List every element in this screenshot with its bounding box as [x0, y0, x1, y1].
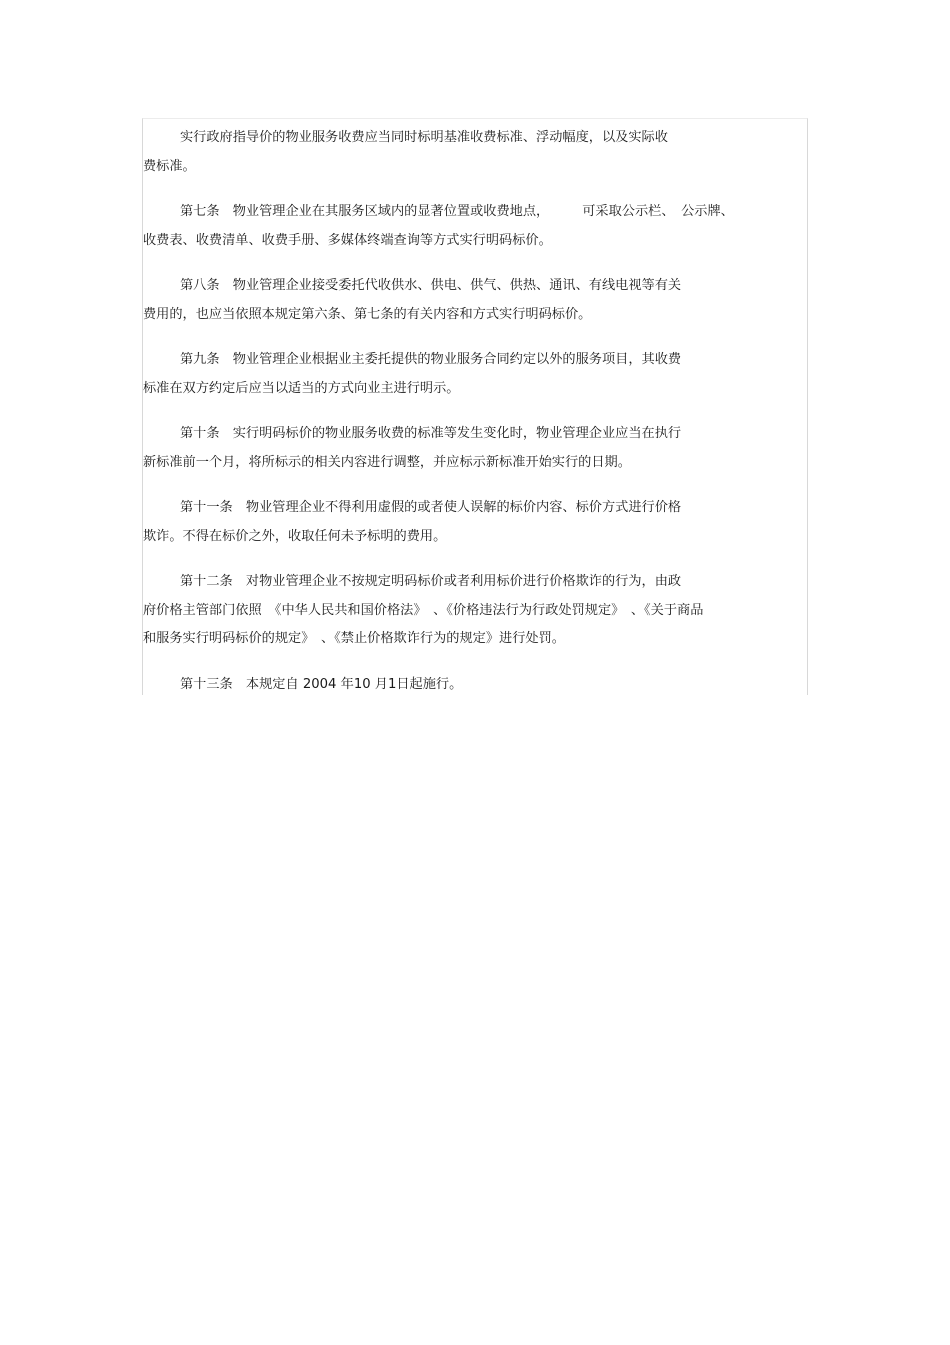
- paragraph-price-guidance: [143, 124, 807, 181]
- text-line: 收费表、收费清单、收费手册、多媒体终端查询等方式实行明码标价。: [143, 232, 552, 248]
- text-line: 实行政府指导价的物业服务收费应当同时标明基准收费标准、浮动幅度，以及实际收: [180, 130, 668, 145]
- text-line: 第七条 物业管理企业在其服务区域内的显著位置或收费地点， 可采取公示栏、 公示牌、: [180, 204, 734, 219]
- paragraph-article-13: [143, 671, 807, 700]
- text-line: 标准在双方约定后应当以适当的方式向业主进行明示。: [143, 380, 460, 396]
- text-line: 新标准前一个月，将所标示的相关内容进行调整，并应标示新标准开始实行的日期。: [143, 454, 631, 470]
- paragraph-article-11: [143, 494, 807, 551]
- paragraph-article-10: [143, 420, 807, 477]
- text-line: 府价格主管部门依照 《中华人民共和国价格法》 、《价格违法行为行政处罚规定》 、《关于商品: [143, 602, 704, 618]
- text-line: 第十三条 本规定自 2004 年10 月1日起施行。: [180, 676, 463, 692]
- text-line: 欺诈。不得在标价之外，收取任何未予标明的费用。: [143, 528, 447, 544]
- text-line: 第九条 物业管理企业根据业主委托提供的物业服务合同约定以外的服务项目，其收费: [180, 352, 682, 367]
- paragraph-article-12: [143, 568, 807, 654]
- paragraph-article-8: [143, 272, 807, 329]
- text-line: 费用的，也应当依照本规定第六条、第七条的有关内容和方式实行明码标价。: [143, 306, 592, 322]
- text-line: 第十一条 物业管理企业不得利用虚假的或者使人误解的标价内容、标价方式进行价格: [180, 500, 682, 515]
- text-line: 费标准。: [143, 158, 196, 174]
- text-line: 第十条 实行明码标价的物业服务收费的标准等发生变化时，物业管理企业应当在执行: [180, 426, 682, 441]
- text-line: 第八条 物业管理企业接受委托代收供水、供电、供气、供热、通讯、有线电视等有关: [180, 278, 682, 293]
- document-body: [143, 124, 807, 716]
- text-line: 第十二条 对物业管理企业不按规定明码标价或者利用标价进行价格欺诈的行为，由政: [180, 574, 682, 589]
- paragraph-article-9: [143, 346, 807, 403]
- paragraph-article-7: [143, 198, 807, 255]
- text-line: 和服务实行明码标价的规定》 、《禁止价格欺诈行为的规定》进行处罚。: [143, 631, 565, 646]
